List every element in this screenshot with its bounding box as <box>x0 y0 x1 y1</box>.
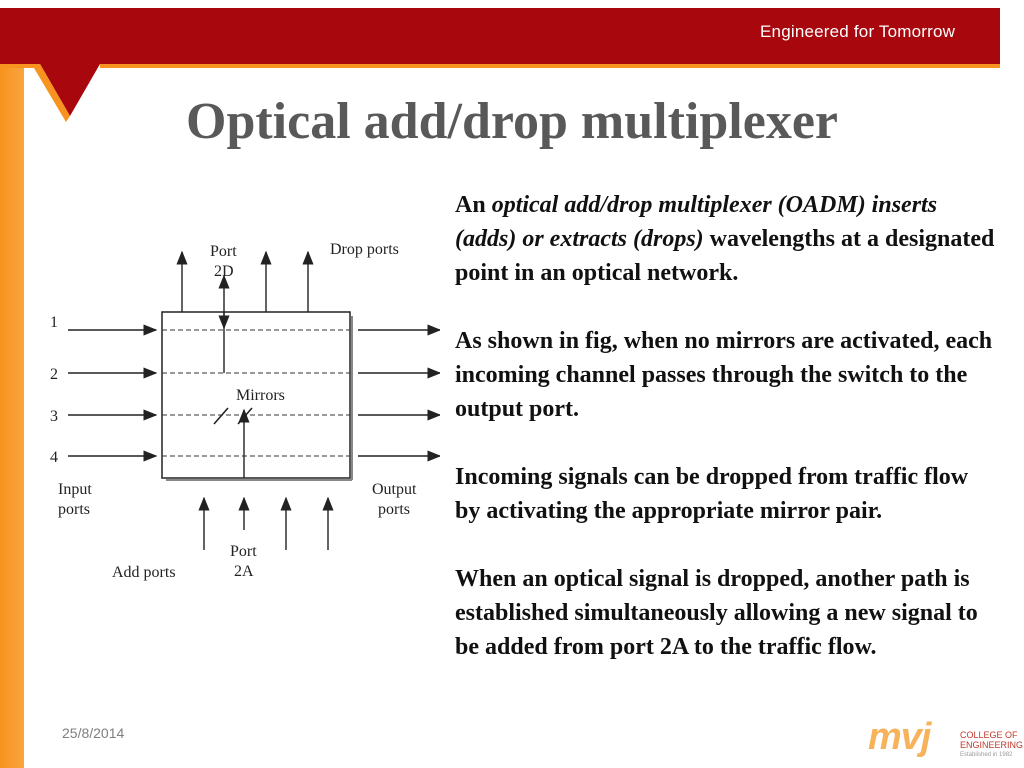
label-output-ports-line2: ports <box>378 501 410 518</box>
slide-title: Optical add/drop multiplexer <box>186 93 838 150</box>
logo-line-2: ENGINEERING <box>960 740 1024 750</box>
label-input-4: 4 <box>50 449 58 466</box>
label-add-ports: Add ports <box>112 564 176 581</box>
label-input-3: 3 <box>50 408 58 425</box>
college-logo <box>868 716 1024 768</box>
label-port-2a-line2: 2A <box>234 563 254 580</box>
logo-line-3: Established in 1982 <box>960 752 1013 758</box>
slide-date: 25/8/2014 <box>62 725 125 741</box>
label-input-ports-line2: ports <box>58 501 90 518</box>
paragraph-definition <box>455 188 995 290</box>
paragraph-adding: When an optical signal is dropped, another path is established simultaneously allowing a new signal to be added from port 2A to the traffic flow. <box>455 566 978 660</box>
label-mirrors: Mirrors <box>236 387 285 404</box>
label-input-ports-line1: Input <box>58 481 92 498</box>
logo-mark: mvj <box>868 716 931 758</box>
label-input-1: 1 <box>50 314 58 331</box>
paragraph-no-mirrors: As shown in fig, when no mirrors are activated, each incoming channel passes through the switch to the output port. <box>455 328 993 422</box>
label-output-ports-line1: Output <box>372 481 417 498</box>
p1-italic: optical add/drop multiplexer (OADM) inserts (adds) or extracts (drops) <box>455 192 938 252</box>
oadm-diagram <box>30 230 440 590</box>
p1-lead: An <box>455 192 492 218</box>
paragraph-dropping: Incoming signals can be dropped from traffic flow by activating the appropriate mirror pair. <box>455 464 969 524</box>
label-drop-ports: Drop ports <box>330 241 399 258</box>
label-port-2a-line1: Port <box>230 543 257 560</box>
label-input-2: 2 <box>50 366 58 383</box>
logo-line-1: COLLEGE OF <box>960 730 1018 740</box>
header-tagline: Engineered for Tomorrow <box>760 22 956 41</box>
body-text <box>455 188 995 698</box>
label-port-2d-line1: Port <box>210 243 237 260</box>
p1-rest: wavelengths at a designated point in an optical network. <box>455 226 995 286</box>
label-port-2d-line2: 2D <box>214 263 234 280</box>
